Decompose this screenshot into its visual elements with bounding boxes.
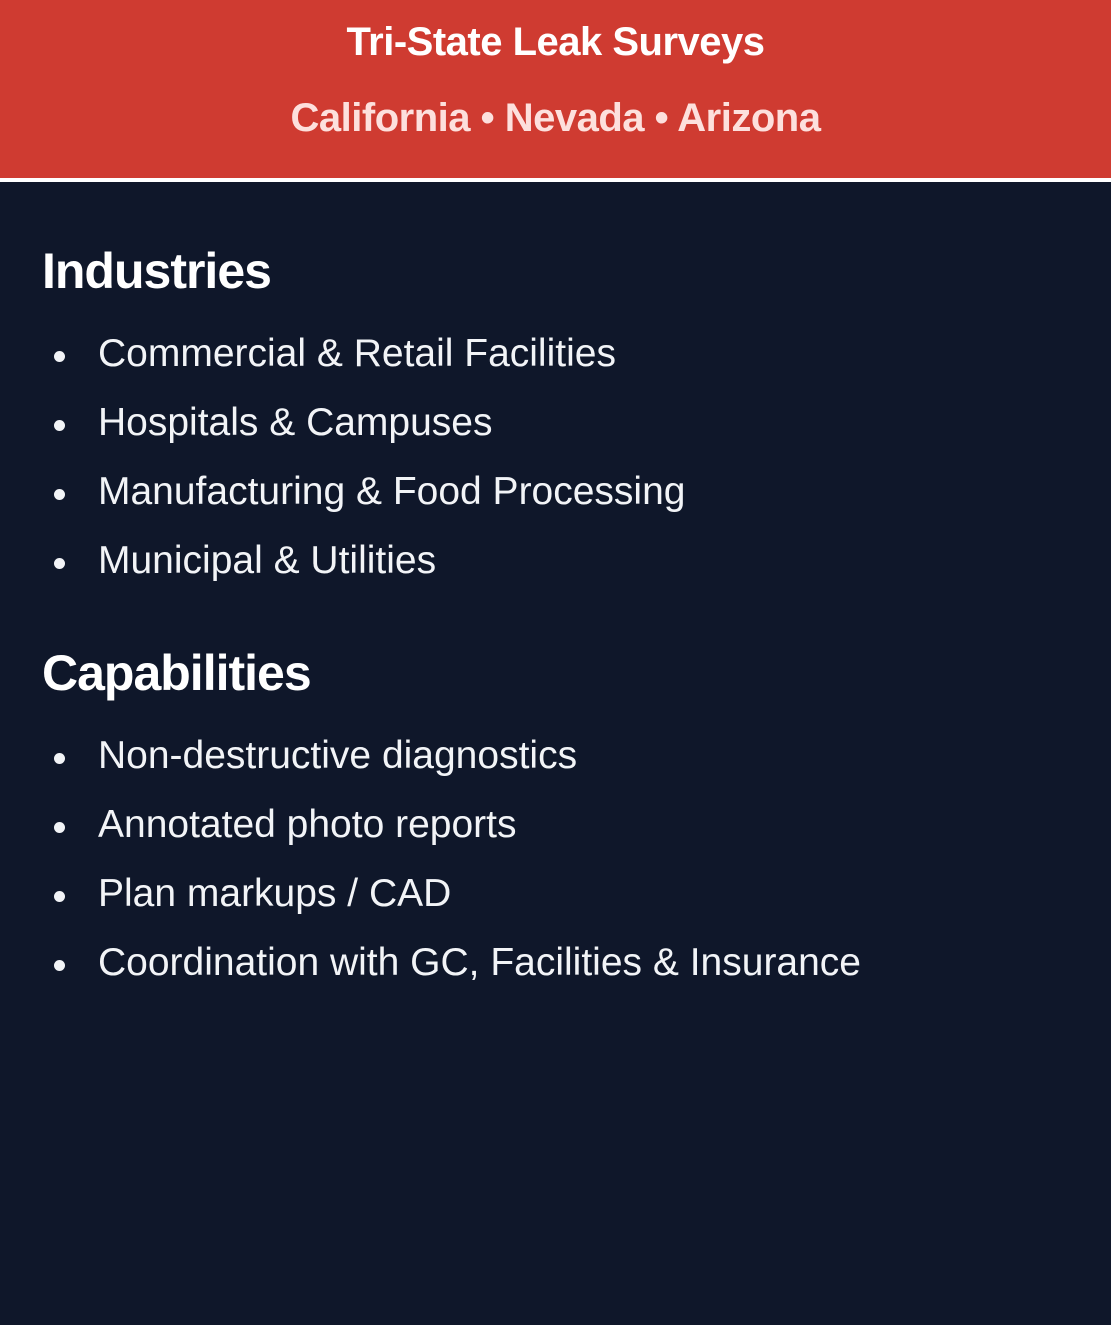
capabilities-list (42, 736, 1069, 982)
list-item (42, 943, 1069, 982)
bullet-icon (54, 822, 65, 833)
bullet-icon (54, 558, 65, 569)
section-industries (42, 242, 1069, 580)
bullet-icon (54, 351, 65, 362)
bullet-icon (54, 753, 65, 764)
list-item (42, 403, 1069, 442)
section-capabilities (42, 644, 1069, 982)
list-item-label: Annotated photo reports (98, 803, 517, 846)
bullet-icon (54, 420, 65, 431)
section-heading-capabilities: Capabilities (42, 645, 311, 701)
list-item (42, 541, 1069, 580)
main-content (0, 182, 1111, 1325)
list-item-label: Coordination with GC, Facilities & Insurance (98, 941, 861, 984)
list-item-label: Plan markups / CAD (98, 872, 452, 915)
bullet-icon (54, 960, 65, 971)
list-item-label: Commercial & Retail Facilities (98, 332, 616, 375)
industries-list (42, 334, 1069, 580)
list-item (42, 874, 1069, 913)
section-heading-industries: Industries (42, 243, 271, 299)
list-item (42, 805, 1069, 844)
list-item-label: Manufacturing & Food Processing (98, 470, 686, 513)
list-item-label: Non-destructive diagnostics (98, 734, 578, 777)
bullet-icon (54, 891, 65, 902)
header-banner (0, 0, 1111, 182)
list-item (42, 334, 1069, 373)
list-item-label: Hospitals & Campuses (98, 401, 493, 444)
page-subtitle: California • Nevada • Arizona (290, 96, 821, 140)
list-item (42, 736, 1069, 775)
list-item-label: Municipal & Utilities (98, 539, 437, 582)
bullet-icon (54, 489, 65, 500)
list-item (42, 472, 1069, 511)
page-title: Tri-State Leak Surveys (346, 20, 765, 64)
